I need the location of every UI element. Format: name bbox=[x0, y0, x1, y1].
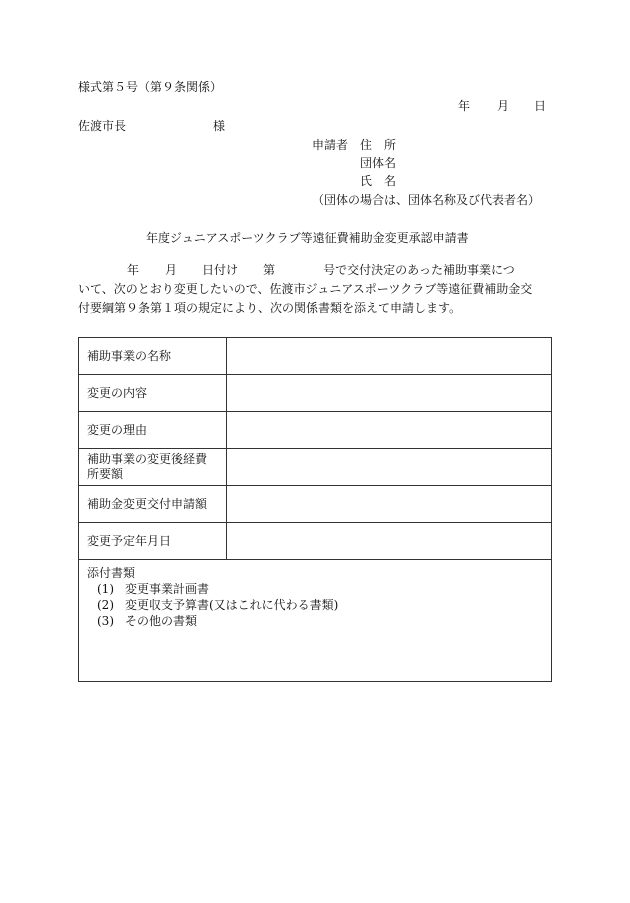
body-year: 年 bbox=[127, 263, 140, 277]
table-row bbox=[79, 375, 552, 412]
row-label-changed-amount: 補助金変更交付申請額 bbox=[79, 486, 227, 523]
applicant-name-label: 氏 名 bbox=[360, 174, 397, 188]
honorific: 様 bbox=[213, 119, 226, 133]
body-paragraph bbox=[78, 261, 553, 318]
attachment-item bbox=[87, 581, 543, 597]
attachment-text: その他の書類 bbox=[125, 614, 198, 628]
table-row bbox=[79, 338, 552, 375]
applicant-note: （団体の場合は、団体名称及び代表者名） bbox=[312, 193, 541, 207]
row-label-project-name: 補助事業の名称 bbox=[79, 338, 227, 375]
date-year-label: 年 bbox=[458, 99, 471, 113]
row-label-change-content: 変更の内容 bbox=[79, 375, 227, 412]
row-value-changed-cost[interactable] bbox=[227, 449, 552, 486]
applicant-group-label: 団体名 bbox=[360, 156, 397, 170]
date-day-label: 日 bbox=[534, 99, 547, 113]
row-label-change-reason: 変更の理由 bbox=[79, 412, 227, 449]
date-month-label: 月 bbox=[497, 99, 510, 113]
attachment-text: 変更事業計画書 bbox=[125, 582, 210, 596]
body-month: 月 bbox=[165, 263, 178, 277]
body-line-2: いて、次のとおり変更したいので、佐渡市ジュニアスポーツクラブ等遠征費補助金交 bbox=[78, 282, 533, 296]
row-value-change-reason[interactable] bbox=[227, 412, 552, 449]
attachments-title: 添付書類 bbox=[87, 566, 136, 580]
table-row bbox=[79, 523, 552, 560]
attachment-num: (2) bbox=[97, 598, 114, 612]
form-number: 様式第５号（第９条関係） bbox=[78, 80, 223, 94]
attachment-text: 変更収支予算書(又はこれに代わる書類) bbox=[125, 598, 339, 612]
attachment-num: (1) bbox=[97, 582, 114, 596]
applicant-label: 申請者 bbox=[312, 138, 349, 152]
attachments-cell bbox=[79, 560, 552, 682]
body-day: 日付け bbox=[202, 263, 239, 277]
row-label-changed-cost: 補助事業の変更後経費所要額 bbox=[79, 449, 227, 486]
row-value-changed-amount[interactable] bbox=[227, 486, 552, 523]
body-line1-rest: 号で交付決定のあった補助事業につ bbox=[323, 263, 515, 277]
body-line-3: 付要綱第９条第１項の規定により、次の関係書類を添えて申請します。 bbox=[78, 301, 462, 315]
table-row bbox=[79, 449, 552, 486]
document-title: 年度ジュニアスポーツクラブ等遠征費補助金変更承認申請書 bbox=[146, 231, 469, 245]
attachment-num: (3) bbox=[97, 614, 114, 628]
body-line-1 bbox=[78, 261, 553, 280]
table-row bbox=[79, 560, 552, 682]
row-value-change-date[interactable] bbox=[227, 523, 552, 560]
application-table bbox=[78, 337, 552, 682]
row-value-project-name[interactable] bbox=[227, 338, 552, 375]
row-label-change-date: 変更予定年月日 bbox=[79, 523, 227, 560]
applicant-address-label: 住 所 bbox=[360, 138, 397, 152]
row-value-change-content[interactable] bbox=[227, 375, 552, 412]
table-row bbox=[79, 412, 552, 449]
table-row bbox=[79, 486, 552, 523]
attachment-item bbox=[87, 613, 543, 629]
addressee: 佐渡市長 bbox=[78, 119, 127, 133]
attachment-item bbox=[87, 597, 543, 613]
body-dai: 第 bbox=[263, 263, 276, 277]
